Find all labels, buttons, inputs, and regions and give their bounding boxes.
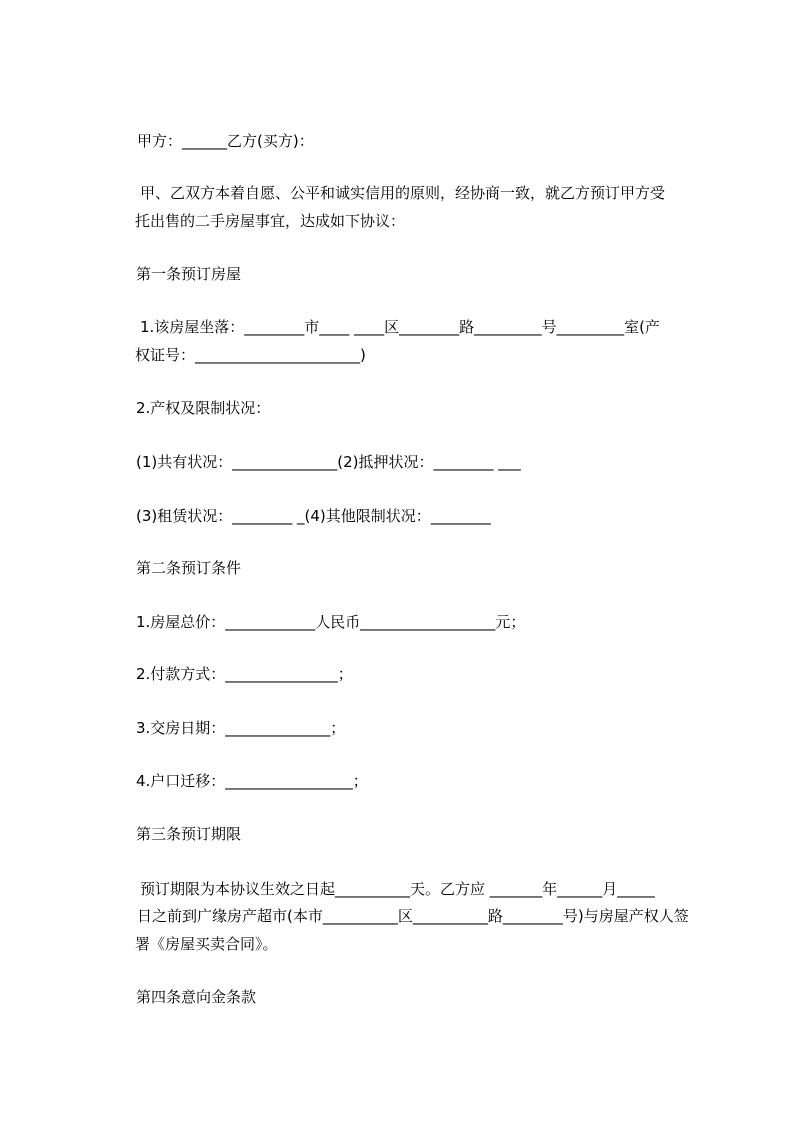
preamble-line-1: 甲、乙双方本着自愿、公平和诚实信用的原则，经协商一致，就乙方预订甲方受 xyxy=(140,184,666,202)
payment-method-line: 2.付款方式：_______________； xyxy=(136,665,353,683)
article-2-heading: 第二条预订条件 xyxy=(136,559,242,577)
reservation-term-line-3: 署《房屋买卖合同》。 xyxy=(135,935,278,953)
reservation-term-line-1: 预订期限为本协议生效之日起__________天。乙方应 _______年______月_____ xyxy=(140,880,655,898)
house-location-line-1: 1.该房屋坐落：________市____ ____区________路_________号_________室(产 xyxy=(140,318,660,336)
reservation-term-line-2: 日之前到广缘房产超市(本市__________区__________路________号)与房屋产权人签 xyxy=(137,907,689,925)
article-3-heading: 第三条预订期限 xyxy=(136,825,242,843)
ownership-heading: 2.产权及限制状况： xyxy=(136,399,271,417)
household-transfer-line: 4.户口迁移：_________________； xyxy=(136,772,368,790)
house-location-line-2: 权证号：______________________) xyxy=(135,346,366,364)
co-ownership-mortgage-line: (1)共有状况：______________(2)抵押状况：________ ___ xyxy=(136,453,521,471)
handover-date-line: 3.交房日期：______________； xyxy=(136,719,346,737)
lease-restriction-line: (3)租赁状况：________ _(4)其他限制状况：________ xyxy=(136,507,491,525)
total-price-line: 1.房屋总价：____________人民币__________________元； xyxy=(136,613,526,631)
article-4-heading: 第四条意向金条款 xyxy=(136,988,257,1006)
article-1-heading: 第一条预订房屋 xyxy=(136,265,242,283)
party-line: 甲方：______乙方(买方)： xyxy=(137,132,314,150)
preamble-line-2: 托出售的二手房屋事宜，达成如下协议： xyxy=(135,212,406,230)
